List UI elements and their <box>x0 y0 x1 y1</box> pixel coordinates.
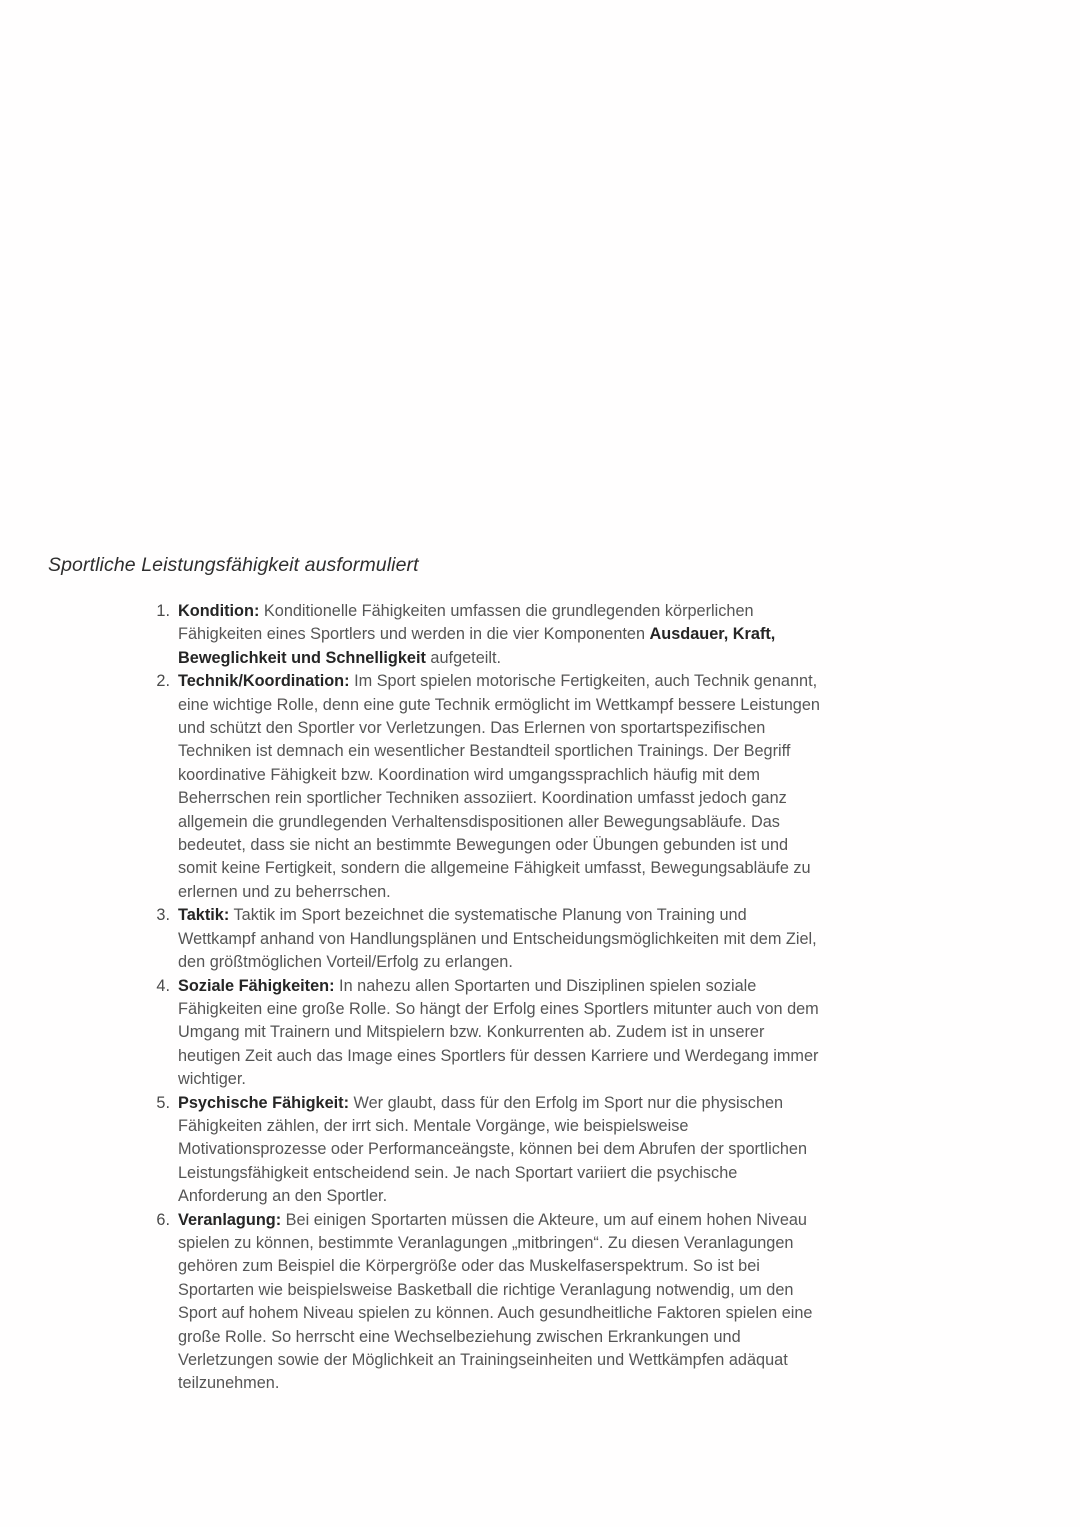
list-item-term: Technik/Koordination: <box>178 672 350 691</box>
numbered-list <box>140 600 820 1396</box>
list-item-number: 1. <box>156 602 170 620</box>
list-item-term: Kondition: <box>178 602 260 620</box>
list-item-number: 2. <box>156 672 170 691</box>
list-item-emphasis: Ausdauer, Kraft, Beweglichkeit und Schnelligkeit <box>178 625 776 667</box>
list-item <box>140 904 820 974</box>
list-item-text: Wer glaubt, dass für den Erfolg im Sport nur die physischen Fähigkeiten zählen, der irrt sich. Mentale Vorgänge, wie beispielsweise Motivationsprozesse oder Performanceängste, können bei dem Abrufen der sportlichen Leistungsfähigkeit entscheidend sein. Je nach Sportart variiert die psychische Anforderung an den Sportler. <box>178 1093 807 1206</box>
list-item-text: aufgeteilt. <box>425 648 502 667</box>
list-item-term: Soziale Fähigkeiten: <box>178 976 335 995</box>
list-item-text: Bei einigen Sportarten müssen die Akteure, um auf einem hohen Niveau spielen zu können, bestimmte Veranlagungen „mitbringen“. Zu diesen Veranlagungen gehören zum Beispiel die Körpergröße oder das Muskelfaserspektrum. So ist bei Sportarten wie beispielsweise Basketball die richtige Veranlagung notwendig, um den Sport auf hohem Niveau spielen zu können. Auch gesundheitliche Faktoren spielen eine große Rolle. So herrscht eine Wechselbeziehung zwischen Erkrankungen und Verletzungen sowie der Möglichkeit an Trainingseinheiten und Wettkämpfen adäquat teilzunehmen. <box>178 1210 813 1393</box>
list-item-number: 4. <box>156 976 170 995</box>
list-item-number: 3. <box>156 906 170 925</box>
list-item-text: Konditionelle Fähigkeiten umfassen die grundlegenden körperlichen Fähigkeiten eines Sportlers und werden in die vier Komponenten <box>178 602 754 644</box>
content-list-container <box>140 600 820 1396</box>
list-item-term: Veranlagung: <box>178 1210 282 1229</box>
page-title: Sportliche Leistungsfähigkeit ausformuliert <box>48 554 419 576</box>
list-item-text: In nahezu allen Sportarten und Disziplinen spielen soziale Fähigkeiten eine große Rolle. So hängt der Erfolg eines Sportlers mitunter auch von dem Umgang mit Trainern und Mitspielern bzw. Konkurrenten ab. Zudem ist in unserer heutigen Zeit auch das Image eines Sportlers für dessen Karriere und Werdegang immer wichtiger. <box>178 976 819 1089</box>
list-item-number: 5. <box>156 1093 170 1112</box>
list-item <box>140 1092 820 1209</box>
list-item-text: Taktik im Sport bezeichnet die systematische Planung von Training und Wettkampf anhand von Handlungsplänen und Entscheidungsmöglichkeiten mit dem Ziel, den größtmöglichen Vorteil/Erfolg zu erlangen. <box>178 906 817 972</box>
list-item <box>140 670 820 904</box>
list-item <box>140 1209 820 1396</box>
list-item <box>140 600 820 670</box>
list-item-text: Im Sport spielen motorische Fertigkeiten, auch Technik genannt, eine wichtige Rolle, denn eine gute Technik ermöglicht im Wettkampf bessere Leistungen und schützt den Sportler vor Verletzungen. Das Erlernen von sportartspezifischen Techniken ist demnach ein wesentlicher Bestandteil sportlichen Trainings. Der Begriff koordinative Fähigkeit bzw. Koordination wird umgangssprachlich häufig mit dem Beherrschen rein sportlicher Techniken assoziiert. Koordination umfasst jedoch ganz allgemein die grundlegenden Verhaltensdispositionen aller Bewegungsabläufe. Das bedeutet, dass sie nicht an bestimmte Bewegungen oder Übungen gebunden ist und somit keine Fertigkeit, sondern die allgemeine Fähigkeit umfasst, Bewegungsabläufe zu erlernen und zu beherrschen. <box>178 672 820 901</box>
list-item-number: 6. <box>156 1210 170 1229</box>
list-item <box>140 975 820 1092</box>
list-item-term: Taktik: <box>178 906 230 925</box>
list-item-term: Psychische Fähigkeit: <box>178 1093 350 1112</box>
